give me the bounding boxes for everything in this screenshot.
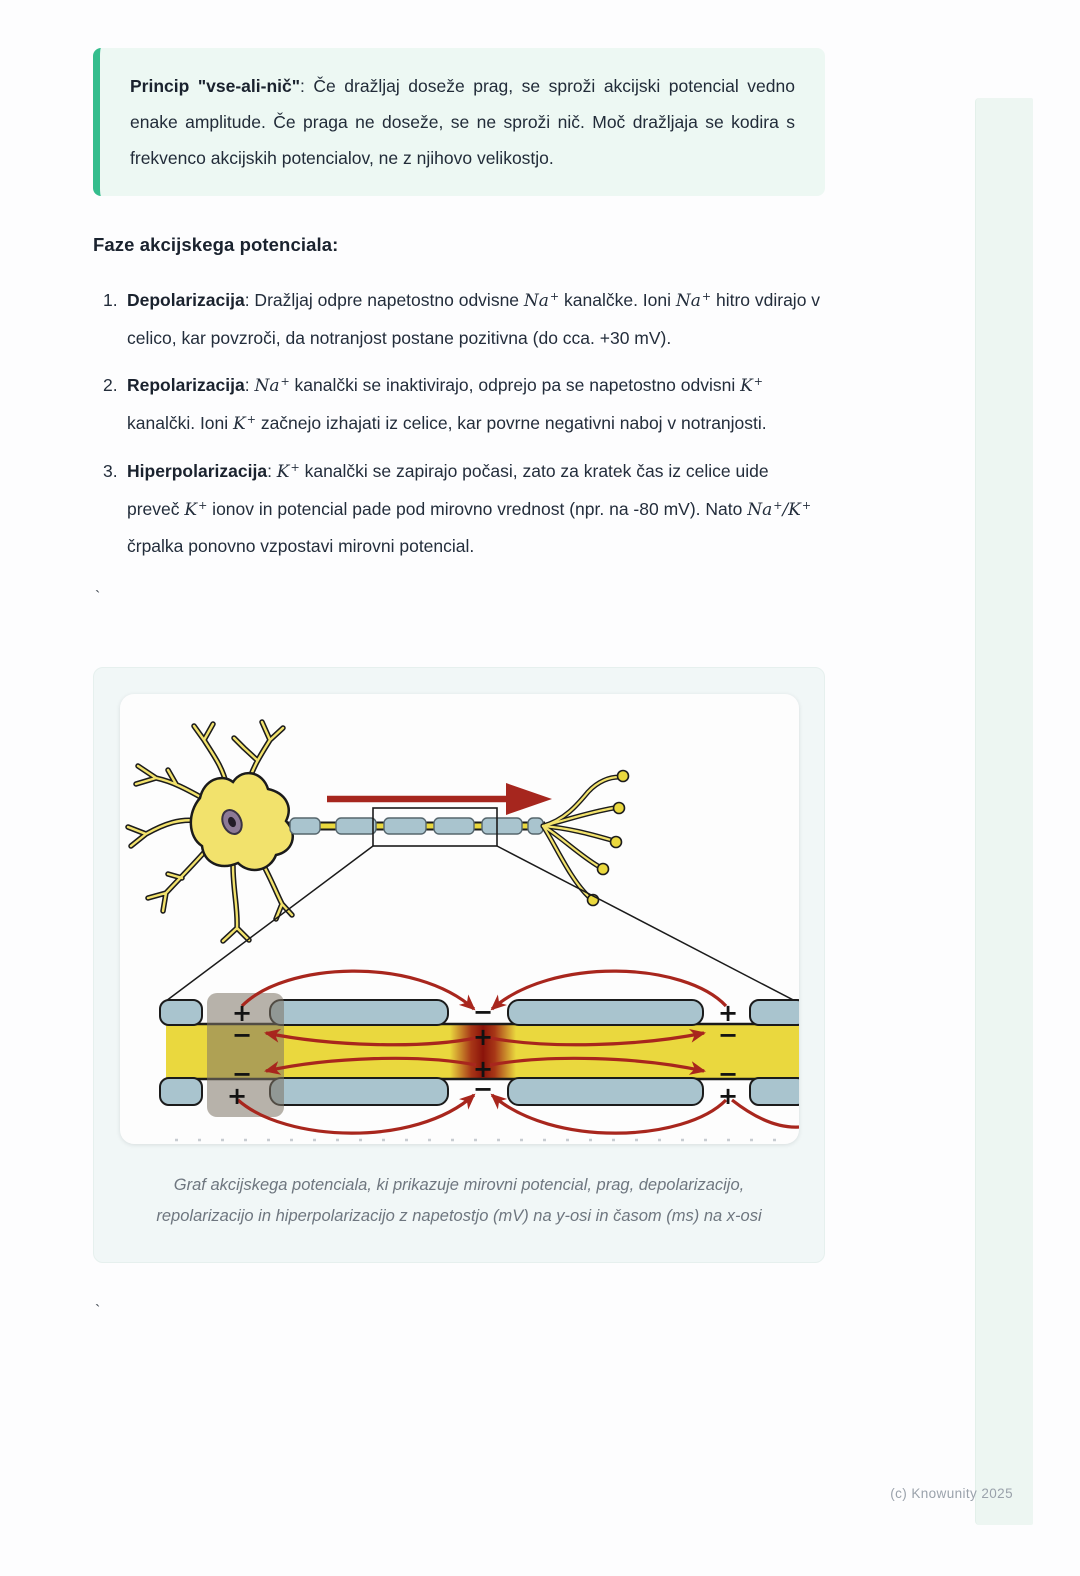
charge-sign: − <box>717 1020 738 1049</box>
charge-sign: + <box>717 1081 738 1110</box>
charge-sign: + <box>226 1081 247 1110</box>
charge-sign: − <box>472 1074 493 1103</box>
charge-sign: + <box>231 998 252 1027</box>
copyright-watermark: (c) Knowunity 2025 <box>890 1486 1013 1501</box>
charge-sign: + <box>717 998 738 1027</box>
callout-text: Princip "vse-ali-nič": Če dražljaj doseže prag, se sproži akcijski potencial vedno enake amplitude. Če praga ne doseže, se ne sproži nič. Moč dražljaja se kodira s frekvenco akcijskih potencialov, ne z njihovo velikostjo. <box>130 76 795 168</box>
next-page-edge <box>975 98 1033 1525</box>
list-item-text: Hiperpolarizacija: K+ kanalčki se zapirajo počasi, zato za kratek čas iz celice uide preveč K+ ionov in potencial pade pod mirovno vrednost (npr. na -80 mV). Nato Na+/K+ črpalka ponovno vzpostavi mirovni potencial. <box>127 461 812 556</box>
charge-sign: − <box>231 1020 252 1049</box>
charge-sign: − <box>231 1059 252 1088</box>
list-number: 3. <box>103 461 118 481</box>
list-item-depolarizacija <box>103 282 825 356</box>
list-item-hiperpolarizacija <box>103 453 825 565</box>
list-number: 2. <box>103 375 118 395</box>
phase-list <box>93 282 825 565</box>
axon-terminals <box>543 770 629 905</box>
stray-backtick-bottom: ` <box>95 1302 101 1320</box>
neuron-diagram-svg <box>120 694 799 1144</box>
charge-sign: − <box>717 1059 738 1088</box>
charge-sign: + <box>472 1022 493 1051</box>
propagation-arrow <box>327 783 552 815</box>
principle-callout <box>93 48 825 196</box>
notes-page <box>0 48 1080 1501</box>
figure-card <box>93 667 825 1263</box>
list-item-repolarizacija <box>103 367 825 442</box>
list-item-text: Repolarizacija: Na+ kanalčki se inaktivirajo, odprejo pa se napetostno odvisni K+ kanalčki. Ioni K+ začnejo izhajati iz celice, kar povrne negativni naboj v notranjosti. <box>127 375 767 434</box>
section-heading: Faze akcijskega potenciala: <box>93 234 339 255</box>
list-item-text: Depolarizacija: Dražljaj odpre napetostno odvisne Na+ kanalčke. Ioni Na+ hitro vdirajo v celico, kar povzroči, da notranjost postane pozitivna (do cca. +30 mV). <box>127 290 821 348</box>
figure-caption: Graf akcijskega potenciala, ki prikazuje mirovni potencial, prag, depolarizacijo, repolarizacijo in hiperpolarizacijo z napetostjo (mV) na y-osi in časom (ms) na x-osi <box>156 1175 762 1225</box>
charge-sign: + <box>472 1054 493 1083</box>
list-number: 1. <box>103 290 118 310</box>
cell-body <box>190 773 292 870</box>
charge-sign: − <box>472 997 493 1026</box>
neuron-illustration <box>128 722 799 1003</box>
axon-cross-section <box>160 971 799 1140</box>
note-content <box>93 48 825 1325</box>
stray-backtick-top: ` <box>95 588 101 606</box>
neuron-figure <box>120 694 799 1144</box>
